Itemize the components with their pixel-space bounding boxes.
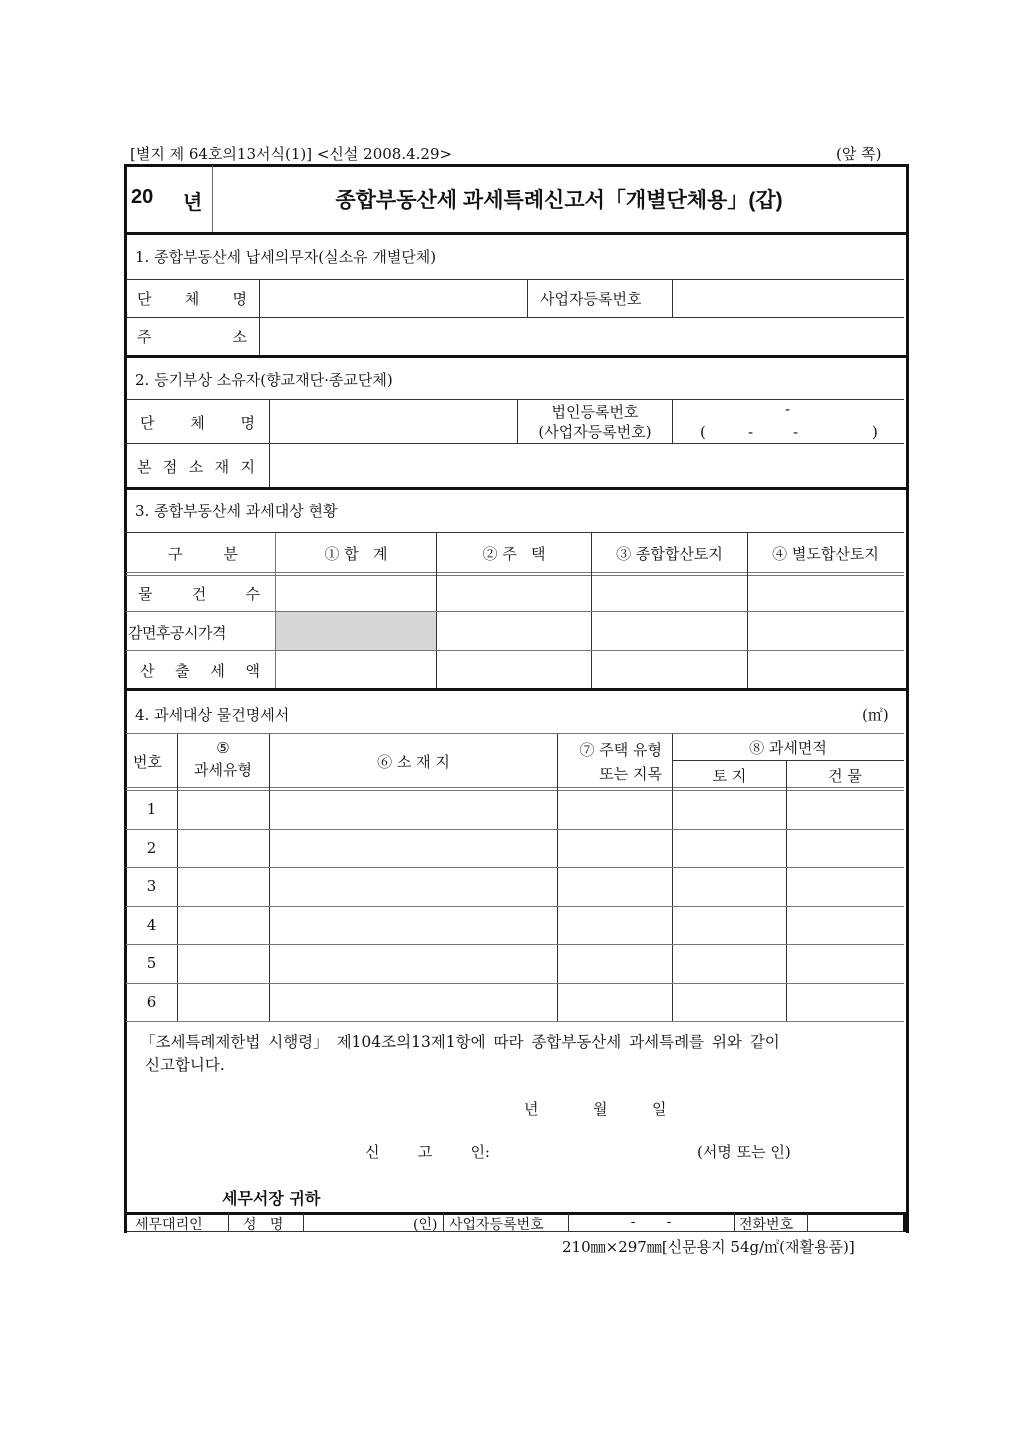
- divider: [126, 790, 904, 791]
- corp-reg-label: 법인등록번호 (사업자등록번호): [538, 403, 652, 441]
- row-calc-tax-label: 산 출 세 액: [140, 662, 260, 680]
- agent-phone-label: 전화번호: [739, 1217, 794, 1233]
- house-type-cell[interactable]: [559, 792, 671, 828]
- divider: [568, 1213, 569, 1231]
- org-name-input[interactable]: [261, 281, 526, 317]
- col-location: ⑥ 소 재 지: [377, 753, 450, 771]
- building-area-cell[interactable]: [788, 985, 903, 1021]
- divider: [126, 611, 904, 612]
- row-item-count-label: 물 건 수: [138, 585, 260, 603]
- divider: [228, 1213, 229, 1231]
- divider: [269, 734, 270, 1021]
- signature-hint: (서명 또는 인): [697, 1143, 791, 1161]
- row-number: 1: [146, 800, 157, 818]
- divider: [177, 734, 178, 1021]
- biz-reg-input[interactable]: [674, 281, 903, 317]
- agent-biz-reg-label: 사업자등록번호: [449, 1217, 544, 1233]
- tax-type-cell[interactable]: [179, 985, 268, 1021]
- addressee: 세무서장 귀하: [222, 1189, 321, 1208]
- row-number: 2: [146, 838, 157, 857]
- address-label: 주 소: [137, 328, 247, 346]
- col-tax-type: ⑤ 과세유형: [194, 739, 252, 779]
- year-prefix: 20: [131, 186, 154, 208]
- item-count-aggregate[interactable]: [593, 577, 746, 611]
- col-housing: ② 주 택: [482, 545, 546, 563]
- divider: [903, 1213, 906, 1232]
- org-name-label: 단 체 명: [137, 290, 247, 308]
- item-count-separate[interactable]: [749, 577, 903, 611]
- land-area-cell[interactable]: [674, 831, 785, 867]
- item-count-total[interactable]: [277, 577, 435, 611]
- divider: [126, 572, 904, 573]
- divider: [126, 650, 904, 651]
- agent-label: 세무대리인: [135, 1217, 203, 1233]
- reduced-price-separate[interactable]: [749, 613, 903, 650]
- house-type-cell[interactable]: [559, 985, 671, 1021]
- reduced-price-aggregate[interactable]: [593, 613, 746, 650]
- date-month-label: 월: [593, 1100, 608, 1118]
- item-count-housing[interactable]: [438, 577, 590, 611]
- section2-heading: 2. 등기부상 소유자(향교재단·종교단체): [135, 371, 393, 389]
- biz-reg-dash[interactable]: -: [793, 423, 799, 441]
- building-area-cell[interactable]: [788, 946, 903, 982]
- section3-heading: 3. 종합부동산세 과세대상 현황: [135, 502, 338, 520]
- divider: [126, 829, 904, 830]
- row-number: 5: [146, 954, 157, 972]
- row-number: 6: [146, 992, 157, 1011]
- hq-location-input[interactable]: [271, 445, 903, 486]
- divider: [126, 1021, 904, 1022]
- divider: [443, 1213, 444, 1231]
- agent-phone-input[interactable]: [809, 1214, 902, 1230]
- reduced-price-housing[interactable]: [438, 613, 590, 650]
- land-area-cell[interactable]: [674, 792, 785, 828]
- agent-name-label: 성 명: [243, 1217, 284, 1233]
- location-cell[interactable]: [271, 792, 556, 828]
- divider: [124, 232, 906, 235]
- biz-reg-open: (: [700, 423, 706, 441]
- divider: [807, 1213, 808, 1231]
- divider: [126, 906, 904, 907]
- location-cell[interactable]: [271, 985, 556, 1021]
- col-number: 번호: [133, 753, 162, 771]
- shaded-cell: [276, 612, 436, 650]
- calc-tax-housing[interactable]: [438, 652, 590, 687]
- row-number: 4: [146, 915, 157, 934]
- date-day-label: 일: [652, 1100, 667, 1118]
- form-title: 종합부동산세 과세특례신고서「개별단체용」(갑): [335, 189, 783, 212]
- divider: [124, 355, 906, 358]
- divider: [212, 166, 213, 233]
- col-building: 건 물: [828, 767, 862, 785]
- biz-reg-label: 사업자등록번호: [540, 290, 642, 308]
- building-area-cell[interactable]: [788, 831, 903, 867]
- biz-reg-close: ): [872, 423, 878, 441]
- tax-type-cell[interactable]: [179, 908, 268, 944]
- agent-biz-reg-input[interactable]: - -: [630, 1214, 672, 1230]
- house-type-cell[interactable]: [559, 869, 671, 905]
- biz-reg-dash[interactable]: -: [748, 423, 754, 441]
- calc-tax-separate[interactable]: [749, 652, 903, 687]
- owner-org-name-label: 단 체 명: [140, 414, 255, 432]
- location-cell[interactable]: [271, 831, 556, 867]
- section1-heading: 1. 종합부동산세 납세의무자(실소유 개별단체): [135, 248, 437, 266]
- divider: [126, 983, 904, 984]
- divider: [126, 279, 904, 280]
- divider: [124, 487, 906, 490]
- col-category: 구 분: [168, 545, 238, 563]
- building-area-cell[interactable]: [788, 869, 903, 905]
- location-cell[interactable]: [271, 946, 556, 982]
- divider: [126, 575, 904, 576]
- divider: [126, 317, 904, 318]
- col-separate-land: ④ 별도합산토지: [772, 545, 879, 563]
- divider: [672, 400, 673, 443]
- declaration-text: 「조세특례제한법 시행령」 제104조의13제1항에 따라 종합부동산세 과세특례를 위와 같이: [140, 1033, 780, 1051]
- paper-spec: 210㎜×297㎜[신문용지 54g/㎡(재활용품)]: [562, 1238, 855, 1256]
- house-type-cell[interactable]: [559, 831, 671, 867]
- divider: [672, 280, 673, 317]
- divider: [126, 944, 904, 945]
- divider: [673, 760, 904, 761]
- unit-label: (㎡): [862, 706, 889, 724]
- divider: [126, 443, 904, 444]
- tax-type-cell[interactable]: [179, 946, 268, 982]
- tax-type-cell[interactable]: [179, 831, 268, 867]
- divider: [126, 787, 904, 788]
- land-area-cell[interactable]: [674, 946, 785, 982]
- year-suffix: 년: [183, 192, 203, 214]
- land-area-cell[interactable]: [674, 985, 785, 1021]
- land-area-cell[interactable]: [674, 908, 785, 944]
- section4-heading: 4. 과세대상 물건명세서: [135, 706, 290, 724]
- divider: [124, 688, 906, 691]
- form-id: [별지 제 64호의13서식(1)] <신설 2008.4.29>: [130, 145, 453, 163]
- col-taxable-area: ⑧ 과세면적: [749, 739, 827, 757]
- row-reduced-price-label: 감면후공시가격: [128, 624, 226, 642]
- declarant-signature-input[interactable]: [495, 1136, 690, 1162]
- date-year-label: 년: [524, 1100, 539, 1118]
- divider: [527, 280, 528, 317]
- owner-org-name-input[interactable]: [271, 401, 516, 443]
- row-number: 3: [146, 877, 157, 895]
- agent-name-input[interactable]: [305, 1214, 410, 1230]
- divider: [124, 1213, 127, 1232]
- col-aggregate-land: ③ 종합합산토지: [616, 545, 723, 563]
- agent-seal: (인): [413, 1217, 438, 1233]
- corp-reg-dash[interactable]: -: [785, 400, 791, 418]
- divider: [126, 733, 904, 734]
- divider: [126, 532, 904, 533]
- divider: [557, 734, 558, 1021]
- tax-type-cell[interactable]: [179, 792, 268, 828]
- divider: [672, 734, 673, 1021]
- declarant-label: 신 고 인:: [365, 1143, 490, 1161]
- divider: [126, 867, 904, 868]
- calc-tax-aggregate[interactable]: [593, 652, 746, 687]
- house-type-cell[interactable]: [559, 908, 671, 944]
- land-area-cell[interactable]: [674, 869, 785, 905]
- col-house-type: ⑦ 주택 유형 또는 지목: [579, 741, 662, 783]
- building-area-cell[interactable]: [788, 908, 903, 944]
- location-cell[interactable]: [271, 908, 556, 944]
- hq-location-label: 본 점 소 재 지: [137, 458, 255, 476]
- divider: [303, 1213, 304, 1231]
- declaration-text-2: 신고합니다.: [145, 1056, 225, 1074]
- building-area-cell[interactable]: [788, 792, 903, 828]
- calc-tax-total[interactable]: [277, 652, 435, 687]
- location-cell[interactable]: [271, 869, 556, 905]
- tax-type-cell[interactable]: [179, 869, 268, 905]
- divider: [734, 1213, 735, 1231]
- col-total: ① 합 계: [324, 545, 388, 563]
- col-land: 토 지: [712, 767, 747, 785]
- address-input[interactable]: [261, 319, 903, 354]
- house-type-cell[interactable]: [559, 946, 671, 982]
- page-side-label: (앞 쪽): [836, 145, 882, 163]
